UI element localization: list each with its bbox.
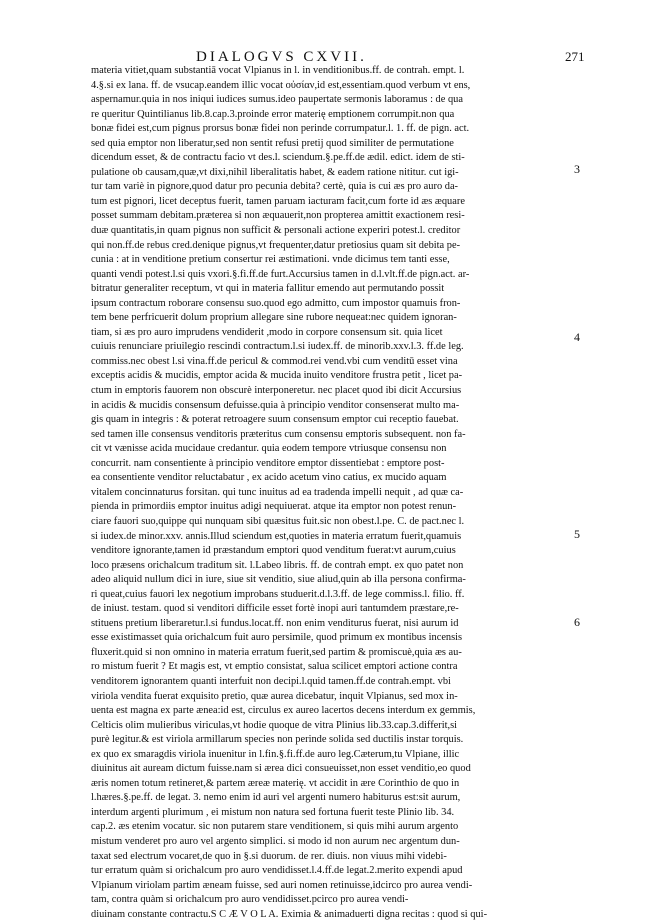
text-line: interdum argenti plurimum , ei mistum non natura sed fortuna fuerit teste Plinio lib. 34. (91, 806, 455, 818)
text-line: exceptis acidis & mucidis, emptor acida & mucida inuito venditore frustra petit , licet pa- (91, 370, 463, 382)
text-line: duæ quantitatis,in quam pignus non sufficit & personali actione experiri potest.l. creditor (91, 225, 461, 237)
text-line: bitratur generaliter receptum, vt qui in materia fallitur emendo aut permutando possit (91, 283, 445, 295)
text-line: tiam, si æs pro auro imprudens vendiderit ,modo in corpore consensum sit. quia licet (91, 326, 443, 338)
text-line: concurrit. nam consentiente à principio venditore emptor dissentiebat : emptore post- (91, 457, 445, 469)
text-line: dicendum esset, & de contractu facio vt des.l. sciendum.§.pe.ff.de ædil. edict. idem de sti- (91, 152, 465, 164)
text-line: æris nomen totum retineret,& partem æreæ materię. vt accidit in ære Corinthio de quo in (91, 777, 460, 789)
text-line: sed quia emptor non liberatur,sed non sentit refusi pretij quod similiter de permutatione (91, 137, 454, 149)
text-line: materia vitiet,quam substantiā vocat Vlpianus in l. in venditionibus.ff. de contrah. empt. l. (91, 65, 465, 76)
text-line: ex quo ex smaragdis viriola inuenitur in l.fin.§.fi.ff.de auro leg.Cæterum,tu Vlpiane, illic (91, 748, 460, 760)
text-line: l.hæres.§.pe.ff. de legat. 3. nemo enim id auri vel argenti numero habiturus est:sit aurum, (91, 792, 461, 804)
body-text (91, 64, 549, 922)
text-line: qui non.ff.de rebus cred.denique pignus,vt frequenter,datur pretiosius quam sit debita pe- (91, 239, 461, 251)
text-line: cap.2. æs etenim vocatur. sic non putarem stare venditionem, si quis mihi aurum argento (91, 821, 459, 833)
text-line: pienda in primordiis emptor inuitus adigi nequiuerat. atque ita emptor non potest renun- (91, 501, 457, 513)
text-line: in acidis & mucidis consensum defuisse.quia à principio venditor consenserat multo ma- (91, 399, 460, 411)
margin-note: 6 (574, 615, 580, 629)
text-line: bonæ fidei est,cum pignus prorsus bonæ fidei non perinde corrumpatur.l. 1. ff. de pign. act. (91, 123, 470, 135)
text-line: purè legitur.& est viriola armillarum species non perinde solida sed ductilis instar torquis. (91, 734, 464, 746)
text-line: mistum venderet pro auro vel argento simplici. si modo id non aurum nec argentum dun- (91, 835, 460, 847)
text-line: fluxerit.quid si non omnino in materia erratum fuerit,sed partim & promiscuè,quia æs au- (91, 646, 462, 658)
text-line: tur tam variè in pignore,quod datur pro pecunia debita? certè, quia is cui æs pro auro da- (91, 181, 459, 193)
text-line: esse existimasset quia orichalcum fuit auro persimile, quod primum ex montibus incensis (91, 632, 463, 644)
text-line: ea consentiente venditor reluctabatur , ex acido acetum vino catius, ex mucido aquam (91, 472, 447, 484)
text-line: commiss.nec obest l.si vina.ff.de pericul & commod.rei vend.vbi cum venditū esset vina (91, 355, 458, 367)
text-line: aspernamur.quia in nos iniqui iudices sumus.ideo paupertate sermonis laboramus : de qua (91, 94, 463, 106)
text-line: Vlpianum viriolam partim æneam fuisse, sed auri nomen retinuisse,idcirco pro aurea vendi- (91, 879, 473, 891)
text-line: cuiuis renunciare priuilegio rescindi contractum.l.si iudex.ff. de minorib.xxv.l.3. ff.de leg. (91, 341, 464, 353)
text-line: vitalem concinnaturus forsitan. qui tunc inuitus ad ea tradenda impelli nequit , ad quæ ca- (91, 486, 464, 498)
text-line: 4.§.si ex lana. ff. de vsucap.eandem illic vocat οὐσίαν,id est,essentiam.quod verbum vt ens, (91, 79, 471, 91)
margin-note: 3 (574, 162, 580, 176)
page-number: 271 (565, 49, 585, 64)
text-line: si iudex.de minor.xxv. annis.Illud sciendum est,quoties in materia erratum fuerit,quamuis (91, 530, 462, 542)
text-line: cit vt vænisse acida mucidaue credantur. quia eodem tempore vtriusque consensu non (91, 443, 447, 455)
margin-note: 4 (574, 330, 580, 344)
text-line: stituens pretium liberaretur.l.si fundus.locat.ff. non enim venditurus fuerat, nisi aurum id (91, 617, 459, 629)
text-line: ro mistum fuerit ? Et magis est, vt emptio consistat, salua scilicet emptori actione contra (91, 661, 458, 673)
text-line: viriola vendita fuerat exquisito pretio, quæ aurea dicebatur, inquit Vlpianus, sed mox in- (91, 690, 458, 702)
text-line: ri queat,cuius fauori lex negotium improbans studuerit.d.l.3.ff. de lege commiss.l. filio. ff. (91, 588, 465, 600)
text-line: quanti vendi potest.l.si quis vxori.§.fi.ff.de furt.Accursius tamen in d.l.vlt.ff.de pign.act. ar- (91, 268, 470, 280)
text-line: tur erratum quàm si orichalcum pro auro vendidisset.l.4.ff.de legat.2.merito expendi apud (91, 865, 463, 877)
text-line: de iniust. testam. quod si venditori difficile esset fortè inopi auri tantumdem præstare,re- (91, 603, 459, 615)
text-line: Celticis olim mulieribus viriculas,vt hodie quoque de vitra Plinius lib.33.cap.3.differit,si (91, 719, 458, 731)
text-line: ciare fauori suo,quippe qui nunquam sibi quæsitus fuit.sic non obest.l.pe. C. de pact.nec l. (91, 515, 465, 527)
text-line: uenta est magna ex parte ænea:id est, circulus ex aureo lacertos decens interdum ex gemmis, (91, 705, 476, 717)
text-line: ipsum contractum roborare consensu suo.quod ego admitto, cum impostor quamuis fron- (91, 297, 461, 309)
text-line: diuinam constante contractu.S C Æ V O L A. Eximia & animaduerti digna recitas : quod si qui- (91, 908, 488, 920)
text-line: cunia : at in venditione pretium consertur rei æstimationi. vnde dicimus tem tanti esse, (91, 254, 450, 266)
text-line: diuinitus ait auream dictum fuisse.nam si ærea dici consueuisset,non esset venditio,eo quod (91, 763, 471, 775)
text-line: gis quam in integris : & poterat retroagere suum consensum emptor cui receptio fauebat. (91, 414, 459, 426)
text-line: venditorem ignorantem quanti interfuit non decipi.l.quid tamen.ff.de contrah.empt. vbi (91, 675, 451, 687)
text-line: tum est pignori, licet deceptus fuerit, tamen paruam iacturam facit,cum forte id æs æquare (91, 195, 465, 207)
text-line: adeo aliquid nullum dici in iure, siue sit venditio, siue aliud,quin ab illa persona confirma- (91, 574, 466, 586)
text-line: taxat sed electrum vocaret,de quo in §.si duorum. de rer. diuis. non viuus mihi videbi- (91, 850, 447, 862)
text-line: pulatione ob causam,quæ,vt dixi,nihil liberalitatis habet, & eadem ratione nititur. cut igi- (91, 166, 459, 178)
text-line: tem bene perfricuerit dolum proprium allegare sine rubore nequeat:nec quidem ignoran- (91, 312, 457, 324)
text-line: tam, contra quàm si orichalcum pro auro vendidisset.pcirco pro aurea vendi- (91, 894, 409, 906)
text-line: posset summam debitam.præterea si non æquauerit,non propterea amittit exactionem resi- (91, 210, 465, 222)
margin-note: 5 (574, 527, 580, 541)
text-line: sed tamen ille consensus venditoris præteritus cum consensu emptoris subsequent. non fa- (91, 428, 466, 440)
text-line: re queritur Quintilianus lib.8.cap.3.proinde error materię emptionem corrumpit.non qua (91, 108, 455, 120)
text-line: loco præsens orichalcum traditum sit. l.Labeo libris. ff. de contrah empt. ex quo patet non (91, 559, 464, 571)
text-line: venditore ignorante,tamen id præstandum emptori quod venditum fuerat:vt aurum,cuius (91, 545, 456, 557)
running-head: DIALOGVS CXVII. (196, 49, 367, 65)
text-line: ctum in emptoris fauorem non obscurè interponeretur. nec placet quod ibi dicit Accursius (91, 385, 462, 397)
